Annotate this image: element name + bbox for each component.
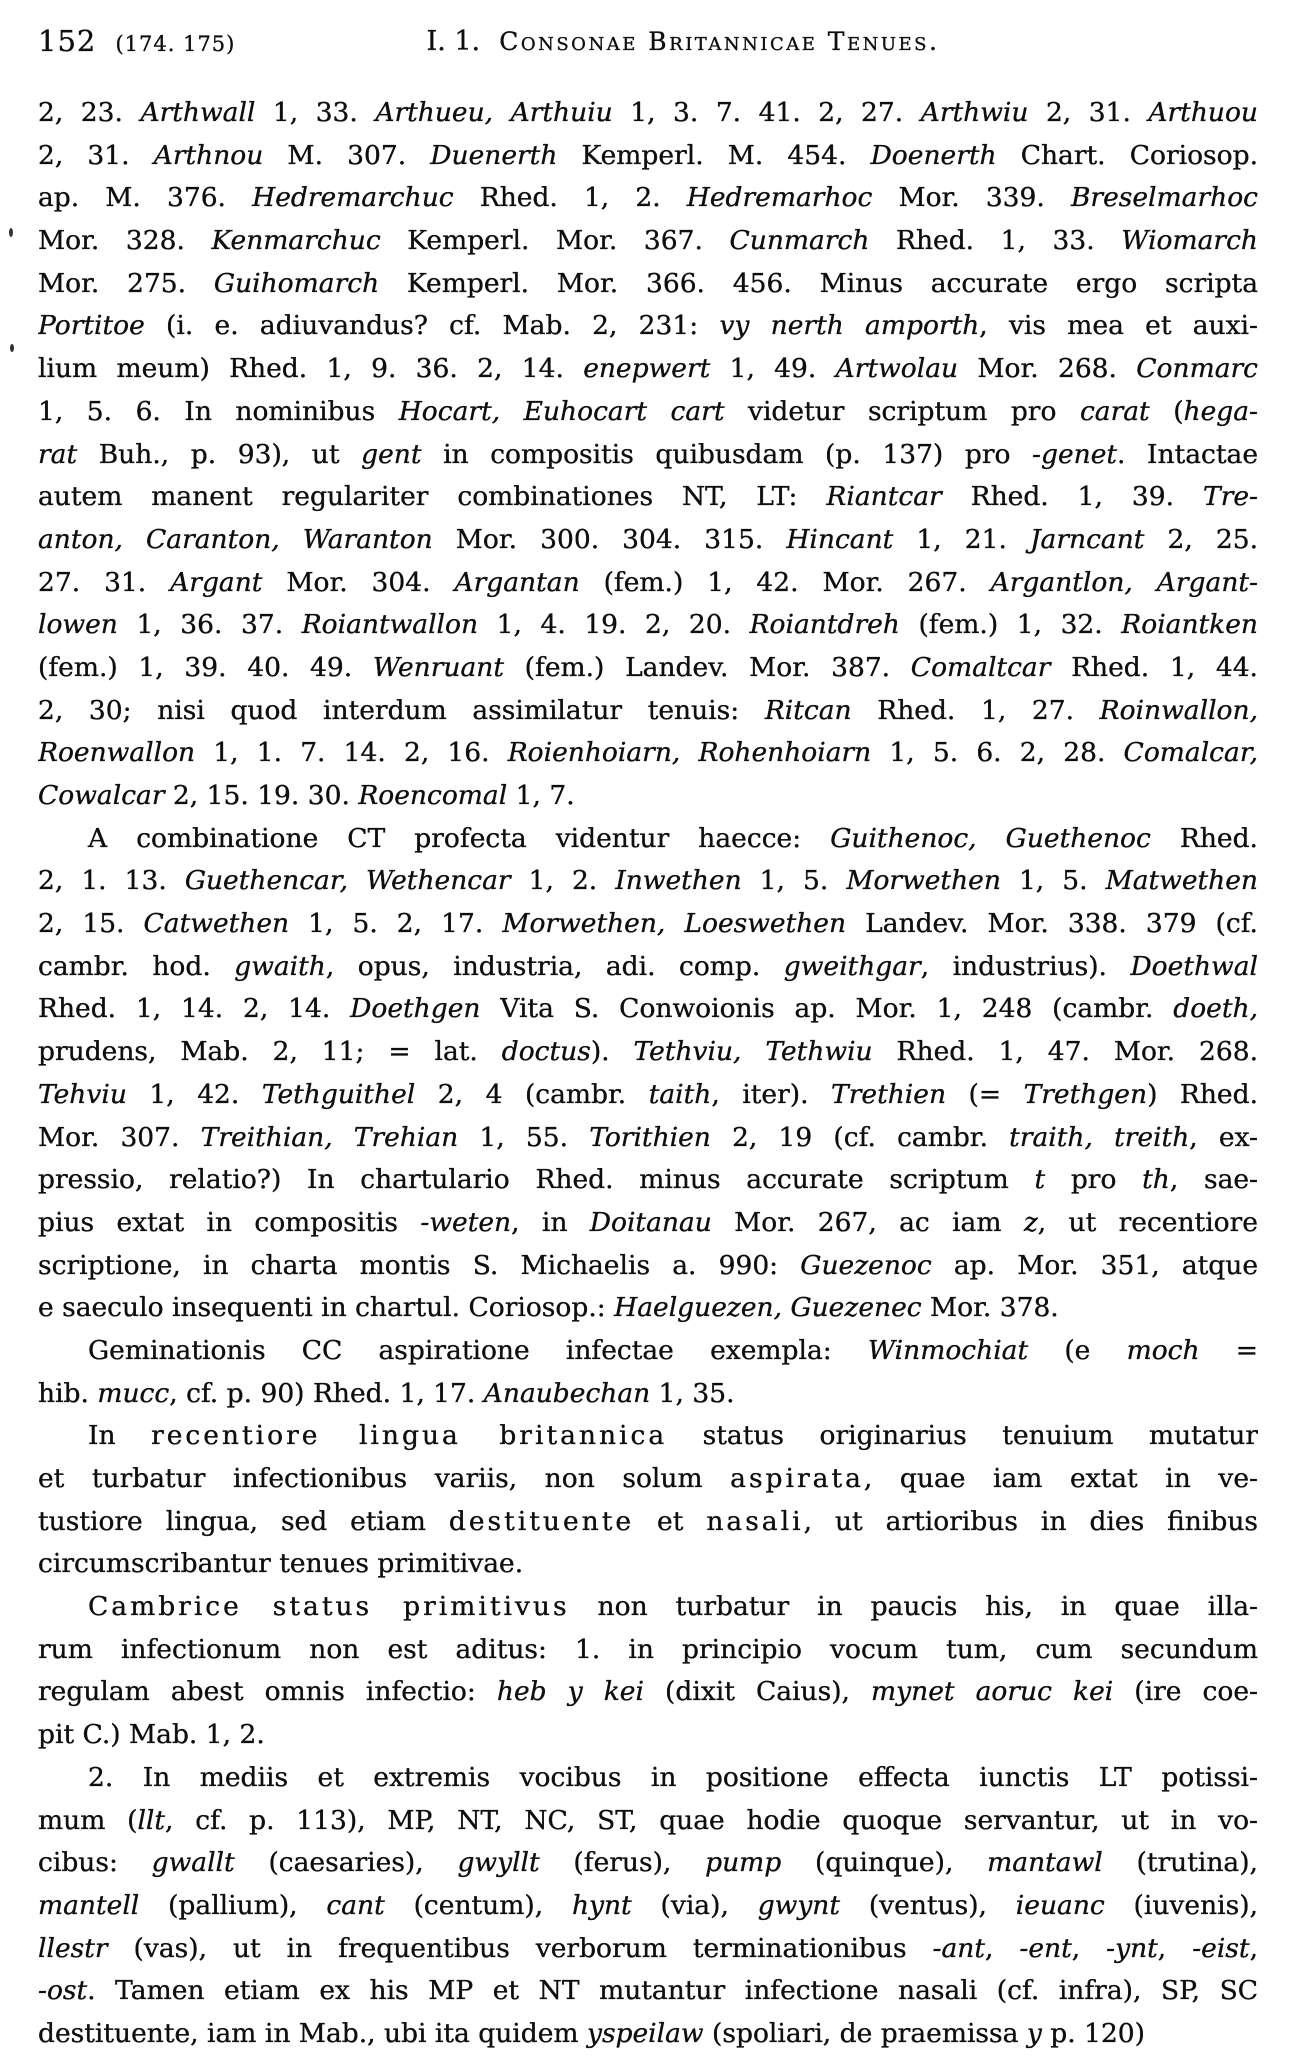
italic-run: Roiantdreh xyxy=(749,609,900,641)
paragraph xyxy=(38,1330,1258,1415)
italic-run: Torithien xyxy=(589,1121,711,1153)
text-run: scriptione, in charta montis S. Michaelis a. 990: xyxy=(38,1249,801,1281)
text-run: , in xyxy=(511,1206,590,1238)
text-run: (e xyxy=(1028,1334,1127,1366)
text-run: 1, 2. xyxy=(510,865,616,897)
italic-run: y xyxy=(1026,2017,1042,2049)
text-run: (fem.) 1, 42. Mor. 267. xyxy=(579,566,991,598)
letterspaced-run: recentiore lingua britannica xyxy=(151,1420,668,1452)
italic-run: lowen xyxy=(38,609,118,641)
text-line xyxy=(38,732,1258,775)
text-line xyxy=(38,177,1258,220)
italic-run: Tethguithel xyxy=(261,1078,416,1110)
italic-run: heb y kei xyxy=(496,1676,644,1708)
text-line xyxy=(38,647,1258,690)
text-run: 2, 31. xyxy=(1028,97,1149,128)
text-run: et xyxy=(634,1505,707,1537)
text-run: (via), xyxy=(631,1889,758,1921)
text-line xyxy=(38,1458,1258,1501)
text-line xyxy=(38,903,1258,946)
text-line xyxy=(38,1757,1258,1800)
text-run: M. 307. xyxy=(263,139,431,171)
text-run: , industrius). xyxy=(920,950,1131,982)
text-run: Rhed. 1, 27. xyxy=(851,694,1100,726)
italic-run: Guethencar, Wethencar xyxy=(184,865,511,897)
paragraph xyxy=(38,92,1258,818)
italic-run: Arthnou xyxy=(153,139,264,171)
italic-run: -ent xyxy=(1019,1932,1072,1964)
text-line xyxy=(38,604,1258,647)
text-run: 1, 5. 6. 2, 28. xyxy=(871,737,1124,769)
text-line xyxy=(38,1074,1258,1117)
text-run: Kemperl. M. 454. xyxy=(557,139,871,171)
italic-run: gweithgar xyxy=(783,950,921,982)
text-run: , cf. p. 90) Rhed. 1, 17. xyxy=(169,1377,484,1409)
text-run: p. 120) xyxy=(1041,2017,1145,2049)
italic-run: Hincant xyxy=(786,523,894,555)
text-line xyxy=(38,1928,1258,1971)
text-run: (fem.) 1, 39. 40. 49. xyxy=(38,651,373,683)
text-run: (pallium), xyxy=(139,1889,327,1921)
folio-reference: (174. 175) xyxy=(115,32,236,56)
italic-run: Doitanau xyxy=(589,1206,712,1238)
italic-run: Hedremarchuc xyxy=(252,182,454,214)
text-line xyxy=(38,519,1258,562)
text-run: pressio, relatio?) In chartulario Rhed. minus accurate scriptum xyxy=(38,1164,1035,1196)
text-line xyxy=(38,92,1258,135)
text-run: regulam abest omnis infectio: xyxy=(38,1676,497,1708)
text-line xyxy=(38,860,1258,903)
italic-run: Tre- xyxy=(1203,481,1258,513)
text-run: Rhed. 1, 2. xyxy=(453,182,687,214)
italic-run: Conmarc xyxy=(1136,353,1258,385)
text-run: Kemperl. Mor. 367. xyxy=(380,225,730,257)
text-run: In xyxy=(88,1420,152,1452)
italic-run: Portitoe xyxy=(38,310,145,342)
italic-run: rat xyxy=(38,438,78,470)
text-run: 2, 4 (cambr. xyxy=(415,1078,649,1110)
text-run: status originarius tenuium mutatur xyxy=(667,1420,1258,1452)
text-run: tustiore lingua, sed etiam xyxy=(38,1505,449,1537)
italic-run: Arthwiu xyxy=(920,97,1029,128)
italic-run: anton, Caranton, Waranton xyxy=(38,523,433,555)
text-line xyxy=(38,1629,1258,1672)
italic-run: Tehviu xyxy=(38,1078,127,1110)
text-run: Landev. Mor. 338. 379 (cf. xyxy=(846,908,1258,940)
text-run: , iter). xyxy=(711,1078,832,1110)
text-line xyxy=(38,1117,1258,1160)
text-line xyxy=(38,1970,1258,2013)
text-run: (fem.) Landev. Mor. 387. xyxy=(503,651,911,683)
italic-run: Roiantwallon xyxy=(301,609,479,641)
italic-run: Doethwal xyxy=(1130,950,1258,982)
italic-run: Cunmarch xyxy=(729,225,870,257)
text-run: , xyxy=(1249,1932,1258,1964)
text-run: Mor. 304. xyxy=(262,566,455,598)
italic-run: th xyxy=(1142,1164,1170,1196)
italic-run: Roienhoiarn, Rohenhoiarn xyxy=(507,737,872,769)
italic-run: Matwethen xyxy=(1105,865,1258,897)
text-run: circumscribantur tenues primitivae. xyxy=(38,1548,524,1580)
italic-run: gwallt xyxy=(151,1847,235,1879)
italic-run: pump xyxy=(705,1847,782,1879)
italic-run: gent xyxy=(361,438,422,470)
paragraph xyxy=(38,1757,1258,2056)
italic-run: -genet xyxy=(1032,438,1118,470)
italic-run: gwyllt xyxy=(457,1847,540,1879)
italic-run: Doenerth xyxy=(870,139,997,171)
italic-run: llt xyxy=(137,1804,166,1836)
text-run: , xyxy=(1157,1932,1193,1964)
text-run: 1, 5. xyxy=(1000,865,1106,897)
italic-run: Anaubechan xyxy=(483,1377,651,1409)
text-run: Rhed. 1, 39. xyxy=(941,481,1204,513)
text-run: Mor. 267, ac iam xyxy=(711,1206,1024,1238)
text-line xyxy=(38,818,1258,861)
text-line xyxy=(38,1159,1258,1202)
text-run: Rhed. 1, 33. xyxy=(869,225,1122,257)
text-run: (fem.) 1, 32. xyxy=(899,609,1122,641)
text-run: , quae iam extat in ve- xyxy=(863,1463,1258,1494)
text-run: et turbatur infectionibus variis, non solum xyxy=(38,1463,731,1494)
italic-run: Roenwallon xyxy=(38,737,196,769)
text-line xyxy=(38,1287,1258,1330)
italic-run: Trethien xyxy=(831,1078,947,1110)
text-run: Mor. 378. xyxy=(921,1292,1059,1324)
text-run: (spoliari, de praemissa xyxy=(703,2017,1027,2049)
italic-run: Comalcar, xyxy=(1123,737,1258,769)
text-line xyxy=(38,1800,1258,1843)
text-run: (vas), ut in frequentibus verborum terminationibus xyxy=(107,1932,933,1964)
page-number: 152 xyxy=(38,24,97,58)
text-run: 1, 4. 19. 2, 20. xyxy=(478,609,750,641)
italic-run: Haelguezen, Guezenec xyxy=(614,1292,922,1324)
text-run: Mor. 307. xyxy=(38,1121,201,1153)
text-run: 1, 5. 6. In nominibus xyxy=(38,395,399,427)
text-run: Geminationis CC aspiratione infectae exempla: xyxy=(88,1334,868,1366)
italic-run: carat xyxy=(1079,395,1150,427)
text-run: (ire coe- xyxy=(1113,1676,1258,1708)
chapter-title: Consonae Britannicae Tenues. xyxy=(499,27,940,56)
italic-run: mynet aoruc kei xyxy=(871,1676,1114,1708)
text-run: cambr. hod. xyxy=(38,950,235,982)
italic-run: -ost xyxy=(38,1975,88,2007)
text-run: 2, 1. 13. xyxy=(38,865,185,897)
text-run: pit C.) Mab. 1, 2. xyxy=(38,1719,265,1751)
text-run: destituente, iam in Mab., ubi ita quidem xyxy=(38,2017,587,2049)
text-line xyxy=(38,1671,1258,1714)
text-run: 2, 15. xyxy=(38,908,144,940)
text-run: ). xyxy=(590,1036,634,1068)
text-line xyxy=(38,1586,1258,1629)
text-run: lium meum) Rhed. 1, 9. 36. 2, 14. xyxy=(38,353,584,385)
text-run: , ut artioribus in dies finibus xyxy=(803,1505,1258,1537)
text-run: . Intactae xyxy=(1117,438,1258,470)
text-line xyxy=(38,1501,1258,1544)
text-run: ) Rhed. xyxy=(1147,1078,1258,1110)
text-run: Mor. 275. xyxy=(38,267,214,299)
italic-run: cant xyxy=(326,1889,385,1921)
italic-run: Arthueu, Arthuiu xyxy=(375,97,613,128)
text-run: (i. e. adiuvandus? cf. Mab. 2, 231: xyxy=(144,310,720,342)
text-run: 1, 21. xyxy=(893,523,1030,555)
text-run: videtur scriptum pro xyxy=(724,395,1080,427)
italic-run: Roiantken xyxy=(1121,609,1258,641)
italic-run: hega- xyxy=(1183,395,1258,427)
scan-speck xyxy=(10,344,14,352)
text-run: Rhed. 1, 14. 2, 14. xyxy=(38,993,351,1025)
text-run: Vita S. Conwoionis ap. Mor. 1, 248 (cambr. xyxy=(480,993,1174,1025)
text-line xyxy=(38,1031,1258,1074)
italic-run: Inwethen xyxy=(615,865,742,897)
text-line xyxy=(38,220,1258,263)
italic-run: Arthwall xyxy=(140,97,256,128)
text-run: Rhed. 1, 47. Mor. 268. xyxy=(872,1036,1258,1068)
italic-run: Jarncant xyxy=(1029,523,1145,555)
text-run: 1, 49. xyxy=(710,353,836,385)
text-run: Rhed. xyxy=(1150,822,1258,854)
text-run: (iuvenis), xyxy=(1104,1889,1258,1921)
italic-run: Guezenoc xyxy=(800,1249,932,1281)
italic-run: llestr xyxy=(38,1932,108,1964)
text-run: (quinque), xyxy=(781,1847,988,1879)
paragraph xyxy=(38,1586,1258,1757)
text-run: , vis mea et auxi- xyxy=(979,310,1258,342)
text-run: 1, 36. 37. xyxy=(117,609,302,641)
text-run: 1, 33. xyxy=(255,97,376,128)
italic-run: Comaltcar xyxy=(910,651,1051,683)
text-run: , xyxy=(985,1932,1020,1964)
italic-run: Hedremarhoc xyxy=(686,182,873,214)
italic-run: z xyxy=(1023,1206,1038,1238)
text-run: Rhed. 1, 44. xyxy=(1050,651,1258,683)
italic-run: -ynt xyxy=(1106,1932,1158,1964)
text-run: autem manent regulariter combinationes NT, LT: xyxy=(38,481,827,513)
italic-run: Cowalcar xyxy=(38,780,165,811)
text-run: e saeculo insequenti in chartul. Coriosop.: xyxy=(38,1292,615,1324)
text-run: cibus: xyxy=(38,1847,152,1879)
italic-run: Argant xyxy=(170,566,263,598)
text-run: (trutina), xyxy=(1102,1847,1258,1879)
italic-run: Duenerth xyxy=(430,139,558,171)
text-run: (ferus), xyxy=(539,1847,706,1879)
text-line xyxy=(38,690,1258,733)
italic-run: Guithenoc, Guethenoc xyxy=(830,822,1151,854)
italic-run: Argantlon, Argant- xyxy=(990,566,1258,598)
text-line xyxy=(38,391,1258,434)
text-run: 1, 5. 2, 17. xyxy=(289,908,503,940)
text-run: 1, 7. xyxy=(507,780,575,811)
text-run: ( xyxy=(1149,395,1184,427)
text-run: 1, 5. xyxy=(741,865,847,897)
text-run: 2, 30; nisi quod interdum assimilatur tenuis: xyxy=(38,694,765,726)
italic-run: Trethgen xyxy=(1023,1078,1148,1110)
text-run: (ventus), xyxy=(840,1889,1016,1921)
text-run: 1, 3. 7. 41. 2, 27. xyxy=(612,97,921,128)
text-run: Buh., p. 93), ut xyxy=(77,438,362,470)
text-run: 1, 55. xyxy=(458,1121,590,1153)
italic-run: Kenmarchuc xyxy=(211,225,381,257)
italic-run: Hocart, Euhocart cart xyxy=(398,395,725,427)
italic-run: Tethviu, Tethwiu xyxy=(633,1036,873,1068)
text-run: pro xyxy=(1045,1164,1143,1196)
text-line xyxy=(38,476,1258,519)
text-run: Mor. 339. xyxy=(872,182,1071,214)
text-line xyxy=(38,1202,1258,1245)
italic-run: taith xyxy=(648,1078,712,1110)
page-number-group xyxy=(38,24,235,58)
text-run: (centum), xyxy=(384,1889,572,1921)
text-line xyxy=(38,263,1258,306)
text-run: Mor. 300. 304. 315. xyxy=(432,523,787,555)
text-line xyxy=(38,1885,1258,1928)
italic-run: Treithian, Trehian xyxy=(200,1121,459,1153)
italic-run: mantawl xyxy=(987,1847,1103,1879)
italic-run: Roencomal xyxy=(358,780,508,811)
italic-run: Catwethen xyxy=(143,908,290,940)
text-run: A combinatione CT profecta videntur haecce: xyxy=(88,822,831,854)
text-line xyxy=(38,1245,1258,1288)
italic-run: hynt xyxy=(571,1889,632,1921)
text-run: Chart. Coriosop. xyxy=(996,139,1258,171)
text-run: 2, 23. xyxy=(38,97,141,128)
italic-run: Roinwallon, xyxy=(1099,694,1258,726)
text-run: , cf. p. 113), MP, NT, NC, ST, quae hodie quoque servantur, ut in vo- xyxy=(165,1804,1258,1836)
italic-run: Morwethen xyxy=(846,865,1001,897)
italic-run: mucc xyxy=(97,1377,170,1409)
text-run: prudens, Mab. 2, 11; = lat. xyxy=(38,1036,502,1068)
italic-run: Winmochiat xyxy=(867,1334,1029,1366)
italic-run: enepwert xyxy=(583,353,711,385)
italic-run: Wiomarch xyxy=(1121,225,1258,257)
text-line xyxy=(38,946,1258,989)
text-line xyxy=(38,988,1258,1031)
italic-run: doctus xyxy=(501,1036,591,1068)
text-run: 2, 15. 19. 30. xyxy=(164,780,359,811)
letterspaced-run: aspirata xyxy=(730,1463,864,1494)
text-run: , ex- xyxy=(1189,1121,1258,1153)
text-line xyxy=(38,562,1258,605)
text-line xyxy=(38,1330,1258,1373)
italic-run: Doethgen xyxy=(350,993,481,1025)
text-run: in compositis quibusdam (p. 137) pro xyxy=(421,438,1033,470)
text-line xyxy=(38,1714,1258,1757)
text-run: ap. Mor. 351, atque xyxy=(931,1249,1258,1281)
text-run: hib. xyxy=(38,1377,98,1409)
italic-run: vy nerth amporth xyxy=(719,310,980,342)
text-line xyxy=(38,2013,1258,2056)
text-run: 2, 19 (cf. cambr. xyxy=(710,1121,1010,1153)
text-run: = xyxy=(1199,1334,1258,1366)
text-run: 1, 42. xyxy=(126,1078,262,1110)
text-run: 2, 25. xyxy=(1144,523,1258,555)
paragraph xyxy=(38,1415,1258,1586)
text-run: , xyxy=(1071,1932,1107,1964)
text-run: . Tamen etiam ex his MP et NT mutantur infectione nasali (cf. infra), SP, SC xyxy=(87,1975,1258,2007)
page-header xyxy=(38,24,1258,64)
text-run: (= xyxy=(946,1078,1024,1110)
running-title xyxy=(338,26,1028,57)
text-run: , ut recentiore xyxy=(1037,1206,1258,1238)
text-line xyxy=(38,1415,1258,1458)
text-line xyxy=(38,1373,1258,1416)
italic-run: Wenruant xyxy=(372,651,504,683)
text-run: pius extat in compositis xyxy=(38,1206,421,1238)
text-run: non turbatur in paucis his, in quae illa- xyxy=(569,1591,1258,1623)
text-run: , opus, industria, adi. comp. xyxy=(325,950,784,982)
text-line xyxy=(38,135,1258,178)
italic-run: Morwethen, Loeswethen xyxy=(502,908,847,940)
text-run: , sae- xyxy=(1169,1164,1258,1196)
text-run: (dixit Caius), xyxy=(643,1676,872,1708)
italic-run: -eist xyxy=(1192,1932,1250,1964)
letterspaced-run: destituente xyxy=(448,1505,635,1537)
text-run: Mor. 328. xyxy=(38,225,212,257)
text-run: ap. M. 376. xyxy=(38,182,253,214)
page-body xyxy=(38,92,1258,2056)
italic-run: Argantan xyxy=(454,566,580,598)
italic-run: -ant xyxy=(932,1932,985,1964)
text-run: mum ( xyxy=(38,1804,138,1836)
text-run: 1, 35. xyxy=(650,1377,735,1409)
italic-run: Riantcar xyxy=(826,481,942,513)
italic-run: mantell xyxy=(38,1889,140,1921)
paragraph xyxy=(38,818,1258,1330)
text-run: rum infectionum non est aditus: 1. in principio vocum tum, cum secundum xyxy=(38,1633,1258,1665)
italic-run: traith, treith xyxy=(1009,1121,1190,1153)
letterspaced-run: Cambrice status primitivus xyxy=(88,1591,570,1623)
text-line xyxy=(38,348,1258,391)
text-run: (caesaries), xyxy=(234,1847,458,1879)
italic-run: gwynt xyxy=(757,1889,841,1921)
letterspaced-run: nasali xyxy=(706,1505,804,1537)
scan-speck xyxy=(9,228,13,237)
text-line xyxy=(38,775,1258,818)
text-run: 27. 31. xyxy=(38,566,171,598)
text-run: Mor. 268. xyxy=(958,353,1137,385)
text-line xyxy=(38,1842,1258,1885)
text-line xyxy=(38,1543,1258,1586)
italic-run: yspeilaw xyxy=(586,2017,704,2049)
italic-run: Breselmarhoc xyxy=(1070,182,1258,214)
italic-run: Arthuou xyxy=(1148,97,1258,128)
italic-run: Guihomarch xyxy=(213,267,380,299)
text-run: Kemperl. Mor. 366. 456. Minus accurate ergo scripta xyxy=(379,267,1258,299)
italic-run: ieuanc xyxy=(1015,1889,1105,1921)
text-line xyxy=(38,305,1258,348)
italic-run: doeth, xyxy=(1173,993,1258,1025)
italic-run: -weten xyxy=(420,1206,512,1238)
italic-run: moch xyxy=(1126,1334,1200,1366)
italic-run: gwaith xyxy=(234,950,326,982)
italic-run: Artwolau xyxy=(835,353,959,385)
text-run: 2, 31. xyxy=(38,139,154,171)
italic-run: t xyxy=(1034,1164,1046,1196)
text-run: 1, 1. 7. 14. 2, 16. xyxy=(195,737,508,769)
text-run: 2. In mediis et extremis vocibus in positione effecta iunctis LT potissi- xyxy=(88,1761,1258,1793)
text-line xyxy=(38,434,1258,477)
italic-run: Ritcan xyxy=(764,694,852,726)
section-number: I. 1. xyxy=(426,26,481,57)
